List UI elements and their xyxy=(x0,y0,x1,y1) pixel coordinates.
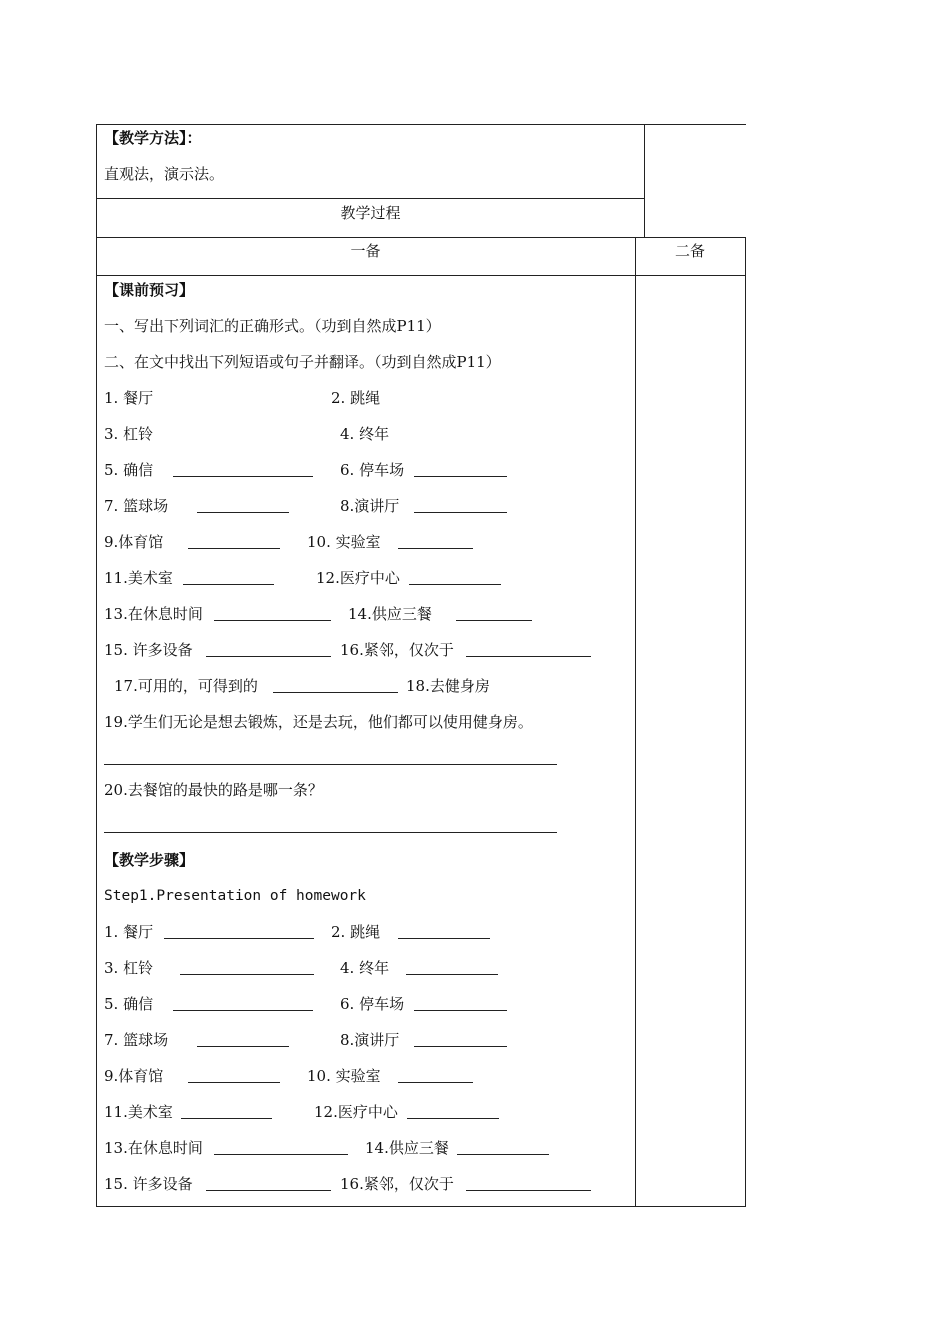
process-heading: 教学过程 xyxy=(340,204,401,222)
answer-blank[interactable] xyxy=(398,938,490,939)
answer-blank[interactable] xyxy=(206,1190,331,1191)
list-item: 13.在休息时间 xyxy=(104,1139,203,1157)
table-border-top xyxy=(96,124,746,125)
list-item: 3. 杠铃 xyxy=(104,425,154,443)
answer-blank[interactable] xyxy=(180,974,314,975)
column-header-second: 二备 xyxy=(674,242,705,260)
table-row-divider xyxy=(96,198,645,199)
answer-blank[interactable] xyxy=(466,1190,591,1191)
answer-blank[interactable] xyxy=(173,1010,313,1011)
list-item: 6. 停车场 xyxy=(340,461,405,479)
list-item: 11.美术室 xyxy=(104,1103,173,1121)
steps-heading: 【教学步骤】 xyxy=(104,851,195,869)
table-border-bottom xyxy=(96,1206,746,1207)
method-text: 直观法，演示法。 xyxy=(104,165,225,183)
list-item: 2. 跳绳 xyxy=(331,389,381,407)
list-item: 5. 确信 xyxy=(104,995,154,1013)
answer-blank[interactable] xyxy=(206,656,331,657)
answer-line[interactable] xyxy=(104,832,557,833)
answer-blank[interactable] xyxy=(214,620,331,621)
list-item: 11.美术室 xyxy=(104,569,173,587)
answer-blank[interactable] xyxy=(398,548,473,549)
preview-heading: 【课前预习】 xyxy=(104,281,195,299)
answer-blank[interactable] xyxy=(466,656,591,657)
list-item: 6. 停车场 xyxy=(340,995,405,1013)
answer-blank[interactable] xyxy=(414,512,507,513)
list-item: 16.紧邻，仅次于 xyxy=(340,1175,454,1193)
list-item: 14.供应三餐 xyxy=(365,1139,449,1157)
list-item: 3. 杠铃 xyxy=(104,959,154,977)
answer-blank[interactable] xyxy=(414,1046,507,1047)
list-item: 14.供应三餐 xyxy=(348,605,432,623)
answer-blank[interactable] xyxy=(214,1154,348,1155)
answer-blank[interactable] xyxy=(414,476,507,477)
answer-blank[interactable] xyxy=(457,1154,549,1155)
task-one: 一、写出下列词汇的正确形式。（功到自然成P11） xyxy=(104,317,441,335)
answer-blank[interactable] xyxy=(398,1082,473,1083)
list-item: 4. 终年 xyxy=(340,425,390,443)
table-row-divider xyxy=(96,237,746,238)
answer-blank[interactable] xyxy=(188,1082,280,1083)
step-one-title: Step1.Presentation of homework xyxy=(104,888,366,904)
list-item: 12.医疗中心 xyxy=(314,1103,398,1121)
answer-blank[interactable] xyxy=(164,938,314,939)
task-two: 二、在文中找出下列短语或句子并翻译。（功到自然成P11） xyxy=(104,353,501,371)
list-item: 7. 篮球场 xyxy=(104,497,169,515)
list-item: 9.体育馆 xyxy=(104,533,164,551)
list-item: 5. 确信 xyxy=(104,461,154,479)
sentence-19: 19.学生们无论是想去锻炼，还是去玩，他们都可以使用健身房。 xyxy=(104,713,533,731)
list-item: 10. 实验室 xyxy=(307,533,381,551)
answer-blank[interactable] xyxy=(188,548,280,549)
list-item: 1. 餐厅 xyxy=(104,923,154,941)
list-item: 8.演讲厅 xyxy=(340,1031,400,1049)
list-item: 7. 篮球场 xyxy=(104,1031,169,1049)
answer-blank[interactable] xyxy=(173,476,313,477)
list-item: 15. 许多设备 xyxy=(104,1175,193,1193)
list-item: 2. 跳绳 xyxy=(331,923,381,941)
method-heading: 【教学方法】： xyxy=(104,129,202,147)
answer-blank[interactable] xyxy=(407,1118,499,1119)
list-item: 12.医疗中心 xyxy=(316,569,400,587)
list-item: 16.紧邻，仅次于 xyxy=(340,641,454,659)
table-column-divider xyxy=(635,237,636,1207)
list-item: 18.去健身房 xyxy=(406,677,490,695)
sentence-20: 20.去餐馆的最快的路是哪一条？ xyxy=(104,781,323,799)
answer-blank[interactable] xyxy=(414,1010,507,1011)
table-border-left xyxy=(96,124,97,1207)
answer-line[interactable] xyxy=(104,764,557,765)
answer-blank[interactable] xyxy=(181,1118,272,1119)
answer-blank[interactable] xyxy=(409,584,501,585)
list-item: 15. 许多设备 xyxy=(104,641,193,659)
table-row-divider xyxy=(96,275,746,276)
list-item: 10. 实验室 xyxy=(307,1067,381,1085)
list-item: 8.演讲厅 xyxy=(340,497,400,515)
list-item: 17.可用的，可得到的 xyxy=(114,677,258,695)
list-item: 9.体育馆 xyxy=(104,1067,164,1085)
table-border-right xyxy=(745,237,746,1207)
list-item: 13.在休息时间 xyxy=(104,605,203,623)
answer-blank[interactable] xyxy=(406,974,498,975)
answer-blank[interactable] xyxy=(273,692,398,693)
list-item: 4. 终年 xyxy=(340,959,390,977)
answer-blank[interactable] xyxy=(183,584,274,585)
answer-blank[interactable] xyxy=(197,512,289,513)
column-header-first: 一备 xyxy=(350,242,381,260)
answer-blank[interactable] xyxy=(197,1046,289,1047)
answer-blank[interactable] xyxy=(456,620,532,621)
list-item: 1. 餐厅 xyxy=(104,389,154,407)
